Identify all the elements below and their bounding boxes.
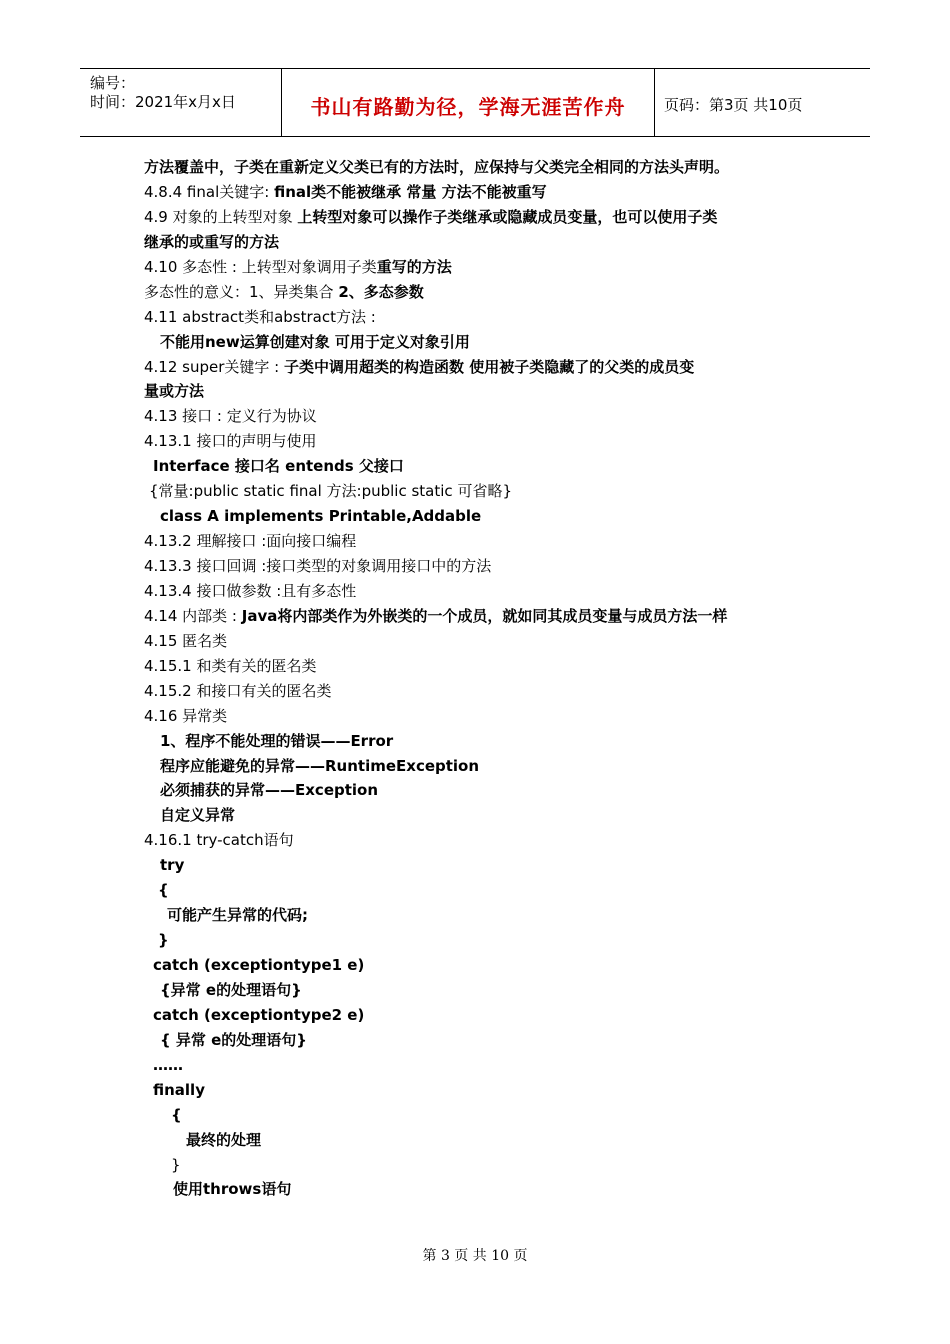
text-line (144, 903, 824, 928)
header-right-cell (655, 69, 870, 136)
text-line (144, 878, 824, 903)
line-bold-text: final类不能被继承 常量 方法不能被重写 (274, 182, 547, 201)
text-line (144, 778, 824, 803)
text-line (144, 1103, 824, 1128)
text-line (144, 479, 824, 504)
line-bold-text: …… (153, 1055, 183, 1074)
line-bold-text: class A implements Printable,Addable (160, 507, 482, 526)
text-line (144, 978, 824, 1003)
text-line (144, 1028, 824, 1053)
text-line (144, 255, 824, 280)
text-line (144, 205, 824, 230)
document-body (144, 155, 824, 1202)
text-line (144, 1078, 824, 1103)
line-plain-text: 4.15 匿名类 (144, 631, 228, 650)
line-bold-text: { 异常 e的处理语句} (160, 1030, 307, 1049)
line-bold-text: 使用throws语句 (173, 1180, 292, 1199)
line-bold-text: 可能产生异常的代码; (167, 906, 308, 925)
line-plain-text: 多态性的意义：1、异类集合 (144, 282, 339, 301)
line-bold-text: catch (exceptiontype1 e) (153, 956, 365, 974)
line-plain-text: 4.15.1 和类有关的匿名类 (144, 656, 317, 675)
line-plain-text: 4.15.2 和接口有关的匿名类 (144, 681, 332, 700)
line-plain-text: 4.10 多态性 : 上转型对象调用子类 (144, 257, 377, 276)
line-bold-text: } (158, 931, 169, 950)
text-line (144, 355, 824, 380)
page-header-table (80, 68, 870, 137)
text-line (144, 280, 824, 305)
line-bold-text: 2、多态参数 (338, 282, 424, 301)
text-line (144, 828, 824, 853)
text-line (144, 579, 824, 604)
text-line (144, 953, 824, 978)
line-plain-text: 4.13.2 理解接口 :面向接口编程 (144, 532, 357, 551)
text-line (144, 305, 824, 330)
text-line (144, 629, 824, 654)
text-line (144, 928, 824, 953)
line-bold-text: { (171, 1105, 182, 1124)
line-plain-text: 4.16 异常类 (144, 706, 228, 725)
text-line (144, 504, 824, 529)
text-line (144, 704, 824, 729)
line-bold-text: 不能用new运算创建对象 可用于定义对象引用 (160, 332, 470, 351)
text-line (144, 853, 824, 878)
line-plain-text: 4.11 abstract类和abstract方法 : (144, 307, 376, 326)
line-plain-text: 4.13.1 接口的声明与使用 (144, 432, 317, 451)
line-plain-text: 4.13 接口 : 定义行为协议 (144, 407, 317, 426)
line-bold-text: 重写的方法 (376, 257, 452, 276)
motto: 书山有路勤为径，学海无涯苦作舟 (310, 95, 626, 119)
line-bold-text: 子类中调用超类的构造函数 使用被子类隐藏了的父类的成员变 (284, 357, 695, 376)
line-bold-text: Java将内部类作为外嵌类的一个成员，就如同其成员变量与成员方法一样 (241, 606, 728, 625)
text-line (144, 754, 824, 779)
line-plain-text: 4.13.3 接口回调 :接口类型的对象调用接口中的方法 (144, 557, 492, 575)
text-line (144, 180, 824, 205)
page-footer: 第 3 页 共 10 页 (422, 1248, 528, 1264)
text-line (144, 604, 824, 629)
text-line (144, 379, 824, 404)
text-line (144, 1177, 824, 1202)
line-plain-text: {常量:public static final 方法:public static 可省略} (149, 482, 512, 501)
text-line (144, 654, 824, 679)
line-plain-text: 4.13.4 接口做参数 :且有多态性 (144, 581, 357, 600)
line-plain-text: 4.16.1 try-catch语句 (144, 831, 294, 850)
line-bold-text: 自定义异常 (160, 806, 236, 825)
text-line (144, 1153, 824, 1178)
time-label: 时间：2021年x月x日 (90, 93, 236, 111)
line-bold-text: 最终的处理 (186, 1130, 262, 1149)
line-bold-text: catch (exceptiontype2 e) (153, 1005, 365, 1024)
line-bold-text: 方法覆盖中，子类在重新定义父类已有的方法时，应保持与父类完全相同的方法头声明。 (144, 158, 730, 176)
text-line (144, 1003, 824, 1028)
text-line (144, 1053, 824, 1078)
text-line (144, 429, 824, 454)
header-left-cell (80, 69, 282, 136)
text-line (144, 729, 824, 754)
line-bold-text: { (158, 881, 169, 900)
line-bold-text: {异常 e的处理语句} (160, 980, 302, 999)
line-bold-text: 上转型对象可以操作子类继承或隐藏成员变量，也可以使用子类 (297, 207, 718, 226)
text-line (144, 1128, 824, 1153)
text-line (144, 404, 824, 429)
line-bold-text: try (160, 856, 185, 875)
line-plain-text: 4.9 对象的上转型对象 (144, 207, 298, 226)
line-bold-text: finally (153, 1080, 205, 1099)
text-line (144, 155, 824, 180)
line-bold-text: 量或方法 (144, 382, 205, 401)
header-center-cell (282, 69, 655, 136)
text-line (144, 803, 824, 828)
line-bold-text: 继承的或重写的方法 (144, 232, 280, 251)
text-line (144, 679, 824, 704)
line-plain-text: 4.12 super关键字 : (144, 357, 284, 376)
line-bold-text: 必须捕获的异常——Exception (160, 781, 379, 800)
line-plain-text: 4.14 内部类 : (144, 606, 242, 625)
line-plain-text: } (171, 1155, 181, 1174)
page-info: 页码：第3页 共10页 (664, 96, 803, 114)
text-line (144, 554, 824, 579)
serial-label: 编号： (90, 74, 136, 92)
text-line (144, 529, 824, 554)
line-plain-text: 4.8.4 final关键字: (144, 182, 275, 201)
text-line (144, 454, 824, 479)
line-bold-text: 1、程序不能处理的错误——Error (160, 731, 394, 750)
line-bold-text: Interface 接口名 entends 父接口 (153, 457, 404, 476)
text-line (144, 230, 824, 255)
line-bold-text: 程序应能避免的异常——RuntimeException (160, 756, 480, 775)
text-line (144, 330, 824, 355)
